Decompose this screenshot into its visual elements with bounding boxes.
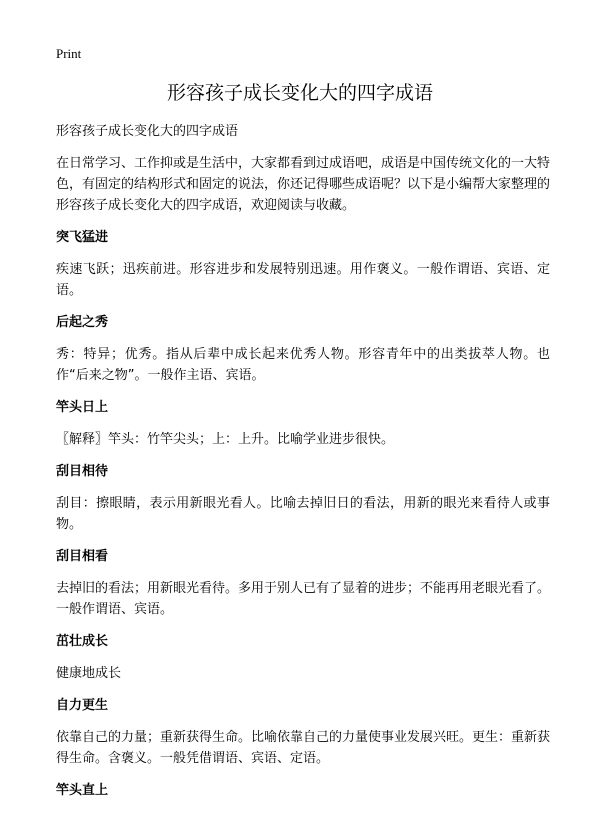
idiom-heading: 突飞猛进 <box>56 230 109 245</box>
page-title: 形容孩子成长变化大的四字成语 <box>166 82 433 104</box>
idiom-description: 健康地成长 <box>56 666 122 681</box>
article-body <box>56 121 550 812</box>
idiom-description: 疾速飞跃；迅疾前进。形容进步和发展特别迅速。用作褒义。一般作谓语、宾语、定语。 <box>56 262 550 298</box>
idiom-heading: 自力更生 <box>56 698 109 713</box>
idiom-heading: 刮目相待 <box>56 464 109 479</box>
idiom-description: 〖解释〗竿头：竹竿尖头；上：上升。比喻学业进步很快。 <box>56 432 395 447</box>
article-subtitle: 形容孩子成长变化大的四字成语 <box>56 124 239 139</box>
idiom-heading: 后起之秀 <box>56 315 109 330</box>
print-link[interactable]: Print <box>56 46 82 61</box>
idiom-description: 秀：特异；优秀。指从后辈中成长起来优秀人物。形容青年中的出类拔萃人物。也作“后来之物”。一般作主语、宾语。 <box>56 347 550 383</box>
intro-paragraph: 在日常学习、工作抑或是生活中，大家都看到过成语吧，成语是中国传统文化的一大特色，有固定的结构形式和固定的说法，你还记得哪些成语呢？以下是小编帮大家整理的形容孩子成长变化大的四字成语，欢迎阅读与收藏。 <box>56 156 551 213</box>
idiom-heading: 茁壮成长 <box>56 634 109 649</box>
idiom-heading: 竿头日上 <box>56 400 109 415</box>
idiom-heading: 竿头直上 <box>56 783 109 798</box>
idiom-description: 去掉旧的看法；用新眼光看待。多用于别人已有了显着的进步；不能再用老眼光看了。一般作谓语、宾语。 <box>56 581 551 617</box>
idiom-description: 刮目：擦眼睛，表示用新眼光看人。比喻去掉旧日的看法，用新的眼光来看待人或事物。 <box>56 496 550 532</box>
idiom-description: 依靠自己的力量；重新获得生命。比喻依靠自己的力量使事业发展兴旺。更生：重新获得生命。含褒义。一般凭借谓语、宾语、定语。 <box>56 730 551 766</box>
idiom-heading: 刮目相看 <box>56 549 109 564</box>
